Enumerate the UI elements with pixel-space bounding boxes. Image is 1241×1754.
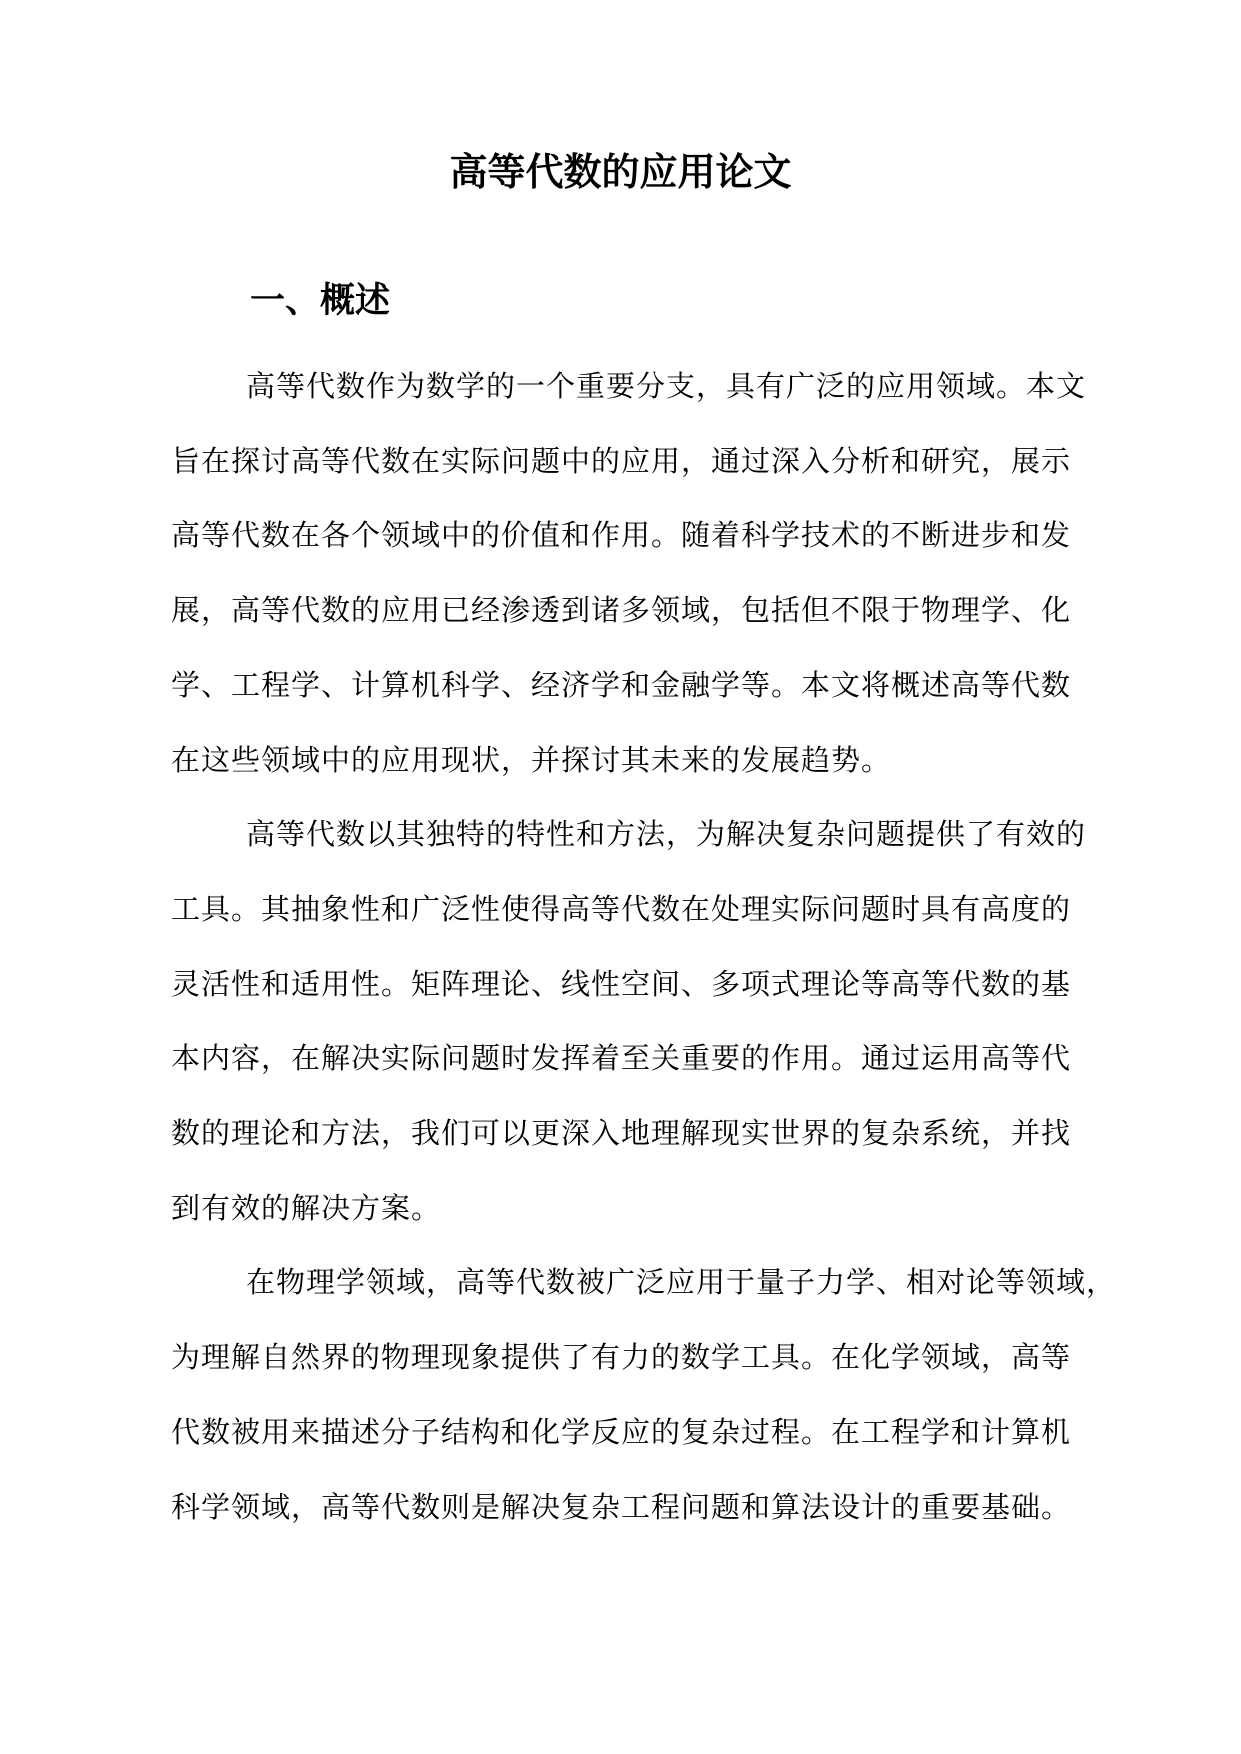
text-line: 高等代数以其独特的特性和方法，为解决复杂问题提供了有效的 [246, 819, 1087, 852]
text-line: 在物理学领域，高等代数被广泛应用于量子力学、相对论等领域， [246, 1267, 1117, 1300]
text-line: 学、工程学、计算机科学、经济学和金融学等。本文将概述高等代数 [171, 669, 1072, 702]
text-line: 旨在探讨高等代数在实际问题中的应用，通过深入分析和研究，展示 [171, 445, 1072, 478]
paragraph [171, 350, 1087, 798]
text-line: 高等代数作为数学的一个重要分支，具有广泛的应用领域。本文 [246, 371, 1087, 403]
text-line: 高等代数在各个领域中的价值和作用。随着科学技术的不断进步和发 [171, 520, 1072, 553]
paragraph [171, 798, 1087, 1246]
text-line: 在这些领域中的应用现状，并探讨其未来的发展趋势。 [171, 744, 892, 777]
text-line: 为理解自然界的物理现象提供了有力的数学工具。在化学领域，高等 [171, 1342, 1072, 1375]
text-line: 灵活性和适用性。矩阵理论、线性空间、多项式理论等高等代数的基 [171, 968, 1072, 1001]
text-line: 本内容，在解决实际问题时发挥着至关重要的作用。通过运用高等代 [171, 1043, 1072, 1076]
text-line: 代数被用来描述分子结构和化学反应的复杂过程。在工程学和计算机 [171, 1416, 1072, 1449]
text-line: 科学领域，高等代数则是解决复杂工程问题和算法设计的重要基础。 [171, 1491, 1072, 1524]
document-title: 高等代数的应用论文 [449, 152, 792, 194]
paragraph [171, 1246, 1117, 1545]
text-line: 数的理论和方法，我们可以更深入地理解现实世界的复杂系统，并找 [171, 1118, 1072, 1151]
text-line: 展，高等代数的应用已经渗透到诸多领域，包括但不限于物理学、化 [171, 595, 1072, 628]
document-body [171, 350, 1117, 1545]
text-line: 到有效的解决方案。 [171, 1192, 442, 1225]
text-line: 工具。其抽象性和广泛性使得高等代数在处理实际问题时具有高度的 [171, 893, 1072, 926]
section-heading: 一、概述 [250, 281, 391, 320]
